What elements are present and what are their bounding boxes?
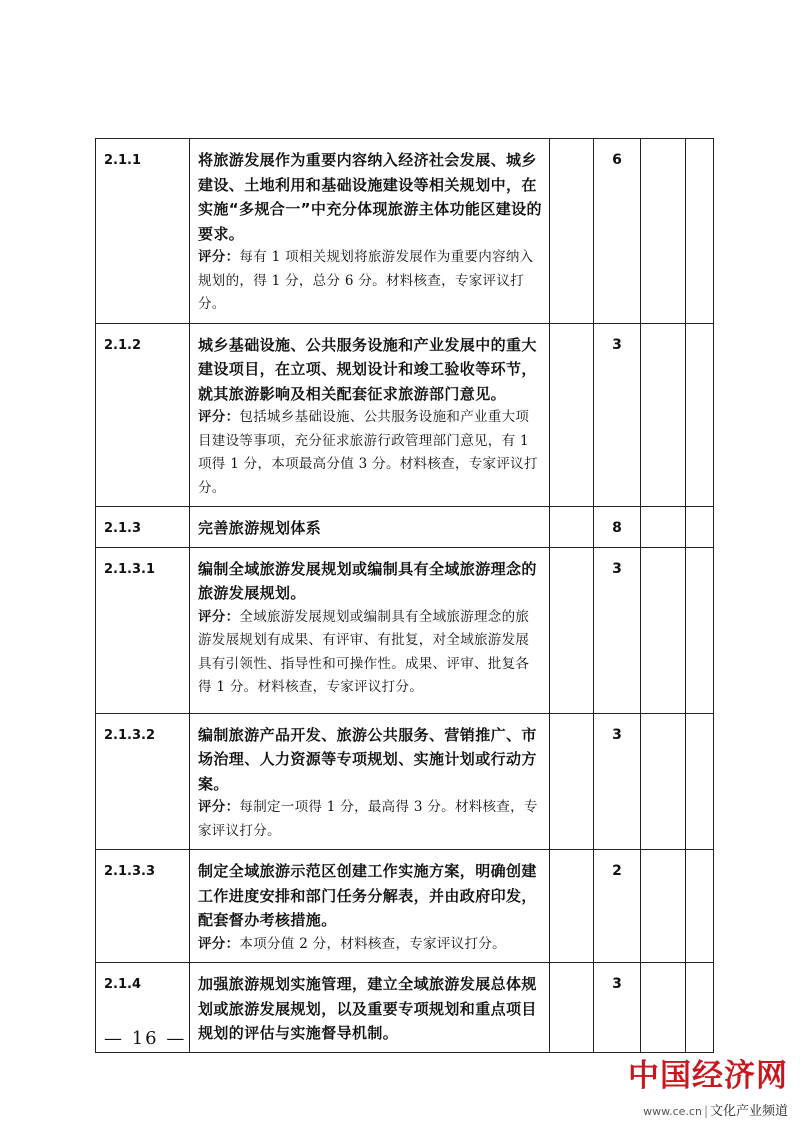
- blank-cell: [641, 323, 686, 507]
- item-score: 6: [594, 139, 641, 324]
- blank-cell: [641, 963, 686, 1053]
- blank-cell: [686, 963, 714, 1053]
- blank-cell: [550, 323, 594, 507]
- blank-cell: [550, 713, 594, 850]
- item-code: 2.1.4: [96, 963, 190, 1053]
- item-score: 8: [594, 507, 641, 548]
- table-row: [96, 323, 714, 507]
- table-row: [96, 507, 714, 548]
- requirement-text: 制定全域旅游示范区创建工作实施方案，明确创建工作进度安排和部门任务分解表，并由政府印发，配套督办考核措施。: [198, 862, 537, 929]
- page-number: — 16 —: [104, 1028, 187, 1049]
- item-score: 3: [594, 713, 641, 850]
- scoring-label: 评分：: [198, 249, 240, 265]
- table-row: [96, 963, 714, 1053]
- blank-cell: [550, 850, 594, 963]
- item-code: 2.1.3.2: [96, 713, 190, 850]
- requirement-text: 编制全域旅游发展规划或编制具有全域旅游理念的旅游发展规划。: [198, 559, 537, 602]
- item-description: [190, 850, 550, 963]
- item-description: [190, 547, 550, 713]
- scoring-rule: [198, 796, 542, 843]
- watermark: [628, 1056, 788, 1126]
- watermark-url: www.ce.cn: [643, 1105, 702, 1118]
- item-code: 2.1.1: [96, 139, 190, 324]
- item-code: 2.1.3: [96, 507, 190, 548]
- item-code: 2.1.3.3: [96, 850, 190, 963]
- watermark-separator: |: [703, 1104, 708, 1118]
- item-score: 2: [594, 850, 641, 963]
- blank-cell: [686, 507, 714, 548]
- scoring-text: 每有 1 项相关规划将旅游发展作为重要内容纳入规划的，得 1 分，总分 6 分。材料核查，专家评议打分。: [198, 249, 534, 312]
- blank-cell: [641, 850, 686, 963]
- scoring-rule: [198, 246, 542, 317]
- scoring-label: 评分：: [198, 608, 240, 625]
- item-score: 3: [594, 547, 641, 713]
- requirement-text: 编制旅游产品开发、旅游公共服务、营销推广、市场治理、人力资源等专项规划、实施计划或行动方案。: [198, 725, 537, 793]
- blank-cell: [550, 507, 594, 548]
- watermark-channel: 文化产业频道: [709, 1104, 788, 1119]
- scoring-rule: [198, 406, 542, 500]
- blank-cell: [641, 507, 686, 548]
- item-description: [190, 963, 550, 1053]
- requirement-text: 完善旅游规划体系: [198, 519, 322, 537]
- item-score: 3: [594, 323, 641, 507]
- scoring-table: [95, 138, 714, 1053]
- requirement-text: 城乡基础设施、公共服务设施和产业发展中的重大建设项目，在立项、规划设计和竣工验收等环节，就其旅游影响及相关配套征求旅游部门意见。: [198, 335, 537, 403]
- item-description: [190, 713, 550, 850]
- item-code: 2.1.3.1: [96, 547, 190, 713]
- blank-cell: [550, 139, 594, 324]
- blank-cell: [641, 547, 686, 713]
- table-row: [96, 547, 714, 713]
- scoring-rule: [198, 933, 542, 957]
- item-description: [190, 507, 550, 548]
- blank-cell: [550, 547, 594, 713]
- scoring-rule: [198, 606, 542, 700]
- item-description: [190, 323, 550, 507]
- table-row: [96, 713, 714, 850]
- blank-cell: [686, 139, 714, 324]
- requirement-text: 将旅游发展作为重要内容纳入经济社会发展、城乡建设、土地利用和基础设施建设等相关规划中，在实施“多规合一”中充分体现旅游主体功能区建设的要求。: [198, 151, 542, 243]
- requirement-text: 加强旅游规划实施管理，建立全域旅游发展总体规划或旅游发展规划，以及重要专项规划和重点项目规划的评估与实施督导机制。: [198, 975, 537, 1042]
- scoring-text: 全域旅游发展规划或编制具有全域旅游理念的旅游发展规划有成果、有评审、有批复，对全域旅游发展具有引领性、指导性和可操作性。成果、评审、批复各得 1 分。材料核查，专家评议打分。: [198, 608, 530, 695]
- item-description: [190, 139, 550, 324]
- scoring-text: 本项分值 2 分，材料核查，专家评议打分。: [239, 935, 506, 952]
- blank-cell: [686, 547, 714, 713]
- table-row: [96, 850, 714, 963]
- table-row: [96, 139, 714, 324]
- blank-cell: [641, 713, 686, 850]
- blank-cell: [686, 850, 714, 963]
- scoring-text: 包括城乡基础设施、公共服务设施和产业重大项目建设等事项，充分征求旅游行政管理部门意见，有 1 项得 1 分，本项最高分值 3 分。材料核查，专家评议打分。: [198, 409, 538, 496]
- scoring-label: 评分：: [198, 935, 240, 952]
- blank-cell: [686, 713, 714, 850]
- scoring-label: 评分：: [198, 409, 240, 425]
- watermark-logo: 中国经济网: [628, 1058, 788, 1094]
- blank-cell: [550, 963, 594, 1053]
- blank-cell: [686, 323, 714, 507]
- item-score: 3: [594, 963, 641, 1053]
- scoring-label: 评分：: [198, 799, 240, 815]
- item-code: 2.1.2: [96, 323, 190, 507]
- watermark-caption: [628, 1100, 788, 1119]
- blank-cell: [641, 139, 686, 324]
- scoring-text: 每制定一项得 1 分，最高得 3 分。材料核查，专家评议打分。: [198, 799, 538, 839]
